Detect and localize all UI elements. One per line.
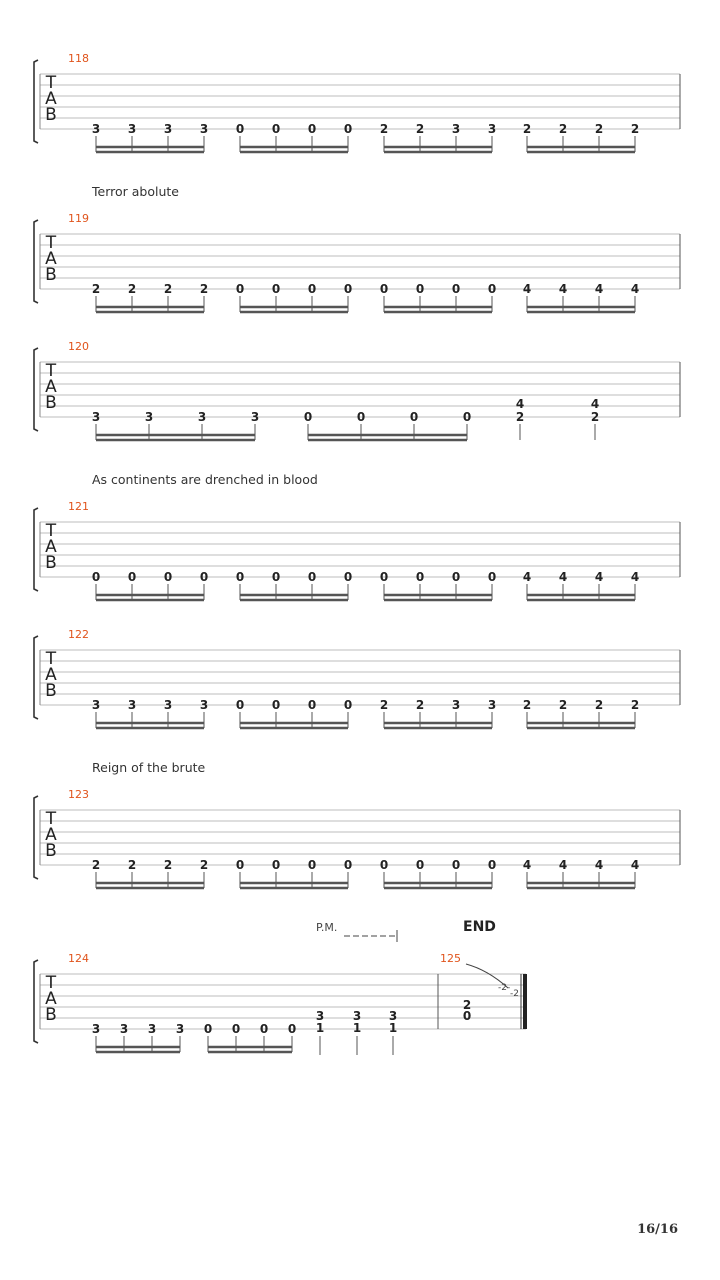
fret-number: 0 bbox=[203, 1022, 213, 1036]
fret-number: 0 bbox=[287, 1022, 297, 1036]
fret-number: 2 bbox=[163, 858, 173, 872]
fret-number: 2 bbox=[594, 122, 604, 136]
fret-number: 1 bbox=[352, 1021, 362, 1035]
fret-number: 2 bbox=[127, 282, 137, 296]
fret-number: 2 bbox=[163, 282, 173, 296]
fret-number: 0 bbox=[235, 282, 245, 296]
fret-number: 3 bbox=[451, 698, 461, 712]
fret-number: 4 bbox=[522, 570, 532, 584]
fret-number: 3 bbox=[352, 1009, 362, 1023]
fret-number: 0 bbox=[271, 858, 281, 872]
system-bracket bbox=[34, 796, 38, 879]
fret-number: 2 bbox=[415, 698, 425, 712]
fret-number: 0 bbox=[462, 410, 472, 424]
slide-fret: -2 bbox=[510, 989, 519, 999]
fret-number: 0 bbox=[343, 282, 353, 296]
fret-number: 3 bbox=[163, 122, 173, 136]
system-bracket bbox=[34, 636, 38, 719]
fret-number: 3 bbox=[119, 1022, 129, 1036]
lyric-line-1: Terror abolute bbox=[92, 184, 179, 199]
tab-clef-letter: T bbox=[45, 649, 57, 669]
fret-number: 2 bbox=[91, 858, 101, 872]
fret-number: 2 bbox=[522, 698, 532, 712]
fret-number: 2 bbox=[558, 122, 568, 136]
fret-number: 3 bbox=[315, 1009, 325, 1023]
fret-number: 3 bbox=[250, 410, 260, 424]
fret-number: 0 bbox=[163, 570, 173, 584]
end-label: END bbox=[463, 919, 496, 935]
fret-number: 0 bbox=[307, 570, 317, 584]
fret-number: 2 bbox=[415, 122, 425, 136]
fret-number: 3 bbox=[144, 410, 154, 424]
fret-number: 0 bbox=[235, 570, 245, 584]
measure-number: 118 bbox=[68, 52, 89, 65]
fret-number: 4 bbox=[558, 570, 568, 584]
fret-number: 0 bbox=[199, 570, 209, 584]
fret-number: 4 bbox=[630, 282, 640, 296]
fret-number: 2 bbox=[522, 122, 532, 136]
final-barline-thick bbox=[523, 974, 527, 1029]
system-bracket bbox=[34, 348, 38, 431]
page-number: 16/16 bbox=[637, 1222, 678, 1237]
fret-number: 0 bbox=[379, 570, 389, 584]
tab-clef-letter: B bbox=[45, 681, 57, 701]
fret-number: 3 bbox=[451, 122, 461, 136]
fret-number: 3 bbox=[147, 1022, 157, 1036]
fret-number: 4 bbox=[522, 858, 532, 872]
fret-number: 0 bbox=[307, 858, 317, 872]
fret-number: 3 bbox=[91, 122, 101, 136]
fret-number: 4 bbox=[630, 858, 640, 872]
fret-number: 4 bbox=[594, 858, 604, 872]
fret-number: 4 bbox=[594, 282, 604, 296]
fret-number: 2 bbox=[91, 282, 101, 296]
tab-clef-letter: A bbox=[45, 249, 57, 269]
tab-clef-letter: T bbox=[45, 361, 57, 381]
fret-number: 0 bbox=[409, 410, 419, 424]
fret-number: 0 bbox=[343, 698, 353, 712]
tab-clef-letter: A bbox=[45, 377, 57, 397]
tab-clef-letter: A bbox=[45, 537, 57, 557]
fret-number: 0 bbox=[235, 698, 245, 712]
fret-number: 0 bbox=[343, 122, 353, 136]
fret-number: 0 bbox=[235, 858, 245, 872]
system-bracket bbox=[34, 60, 38, 143]
fret-number: 0 bbox=[451, 858, 461, 872]
tab-clef-letter: B bbox=[45, 841, 57, 861]
fret-number: 2 bbox=[199, 858, 209, 872]
tab-clef-letter: T bbox=[45, 233, 57, 253]
fret-number: 3 bbox=[127, 698, 137, 712]
fret-number: 2 bbox=[590, 410, 600, 424]
tab-clef-letter: B bbox=[45, 553, 57, 573]
fret-number: 1 bbox=[388, 1021, 398, 1035]
fret-number: 0 bbox=[487, 858, 497, 872]
fret-number: 0 bbox=[451, 282, 461, 296]
measure-number: 119 bbox=[68, 212, 89, 225]
fret-number: 3 bbox=[197, 410, 207, 424]
fret-number: 3 bbox=[199, 122, 209, 136]
fret-number: 0 bbox=[343, 570, 353, 584]
tab-clef-letter: A bbox=[45, 89, 57, 109]
tab-clef-letter: T bbox=[45, 809, 57, 829]
fret-number: 3 bbox=[487, 122, 497, 136]
palm-mute-label: P.M. bbox=[316, 921, 338, 934]
fret-number: 0 bbox=[415, 570, 425, 584]
lyric-line-2: As continents are drenched in blood bbox=[92, 472, 318, 487]
fret-number: 0 bbox=[231, 1022, 241, 1036]
measure-number: 122 bbox=[68, 628, 89, 641]
fret-number: 0 bbox=[307, 698, 317, 712]
fret-number: 2 bbox=[558, 698, 568, 712]
fret-number: 0 bbox=[379, 282, 389, 296]
fret-number: 4 bbox=[515, 397, 525, 411]
fret-number: 0 bbox=[235, 122, 245, 136]
tab-clef-letter: T bbox=[45, 521, 57, 541]
measure-number: 125 bbox=[440, 952, 461, 965]
fret-number: 0 bbox=[415, 282, 425, 296]
fret-number: 2 bbox=[127, 858, 137, 872]
system-bracket bbox=[34, 508, 38, 591]
fret-number: 0 bbox=[271, 570, 281, 584]
tab-clef-letter: B bbox=[45, 265, 57, 285]
fret-number: 0 bbox=[259, 1022, 269, 1036]
fret-number: 1 bbox=[315, 1021, 325, 1035]
fret-number: 0 bbox=[379, 858, 389, 872]
fret-number: 0 bbox=[271, 122, 281, 136]
fret-number: 0 bbox=[307, 282, 317, 296]
fret-number: 0 bbox=[462, 1009, 472, 1023]
fret-number: 2 bbox=[379, 122, 389, 136]
fret-number: 0 bbox=[271, 282, 281, 296]
fret-number: 2 bbox=[379, 698, 389, 712]
fret-number: 3 bbox=[199, 698, 209, 712]
fret-number: 0 bbox=[127, 570, 137, 584]
fret-number: 3 bbox=[388, 1009, 398, 1023]
fret-number: 0 bbox=[487, 570, 497, 584]
fret-number: 3 bbox=[175, 1022, 185, 1036]
tab-clef-letter: A bbox=[45, 665, 57, 685]
measure-number: 120 bbox=[68, 340, 89, 353]
fret-number: 0 bbox=[356, 410, 366, 424]
fret-number: 3 bbox=[127, 122, 137, 136]
system-bracket bbox=[34, 960, 38, 1043]
measure-number: 123 bbox=[68, 788, 89, 801]
fret-number: 4 bbox=[558, 282, 568, 296]
fret-number: 2 bbox=[594, 698, 604, 712]
tab-clef-letter: B bbox=[45, 1005, 57, 1025]
fret-number: 2 bbox=[199, 282, 209, 296]
fret-number: 0 bbox=[451, 570, 461, 584]
slide-fret: -2- bbox=[498, 983, 511, 993]
fret-number: 0 bbox=[307, 122, 317, 136]
fret-number: 0 bbox=[415, 858, 425, 872]
fret-number: 0 bbox=[271, 698, 281, 712]
fret-number: 0 bbox=[91, 570, 101, 584]
fret-number: 3 bbox=[91, 698, 101, 712]
fret-number: 4 bbox=[594, 570, 604, 584]
tab-clef-letter: T bbox=[45, 73, 57, 93]
fret-number: 4 bbox=[630, 570, 640, 584]
fret-number: 0 bbox=[343, 858, 353, 872]
fret-number: 2 bbox=[462, 998, 472, 1012]
fret-number: 2 bbox=[630, 698, 640, 712]
tab-clef-letter: T bbox=[45, 973, 57, 993]
measure-number: 121 bbox=[68, 500, 89, 513]
measure-number: 124 bbox=[68, 952, 89, 965]
fret-number: 4 bbox=[590, 397, 600, 411]
fret-number: 2 bbox=[630, 122, 640, 136]
fret-number: 4 bbox=[558, 858, 568, 872]
tab-clef-letter: B bbox=[45, 393, 57, 413]
fret-number: 0 bbox=[303, 410, 313, 424]
tab-clef-letter: A bbox=[45, 825, 57, 845]
fret-number: 3 bbox=[163, 698, 173, 712]
fret-number: 3 bbox=[91, 1022, 101, 1036]
fret-number: 4 bbox=[522, 282, 532, 296]
lyric-line-3: Reign of the brute bbox=[92, 760, 206, 775]
fret-number: 0 bbox=[487, 282, 497, 296]
tab-clef-letter: B bbox=[45, 105, 57, 125]
tab-clef-letter: A bbox=[45, 989, 57, 1009]
fret-number: 3 bbox=[487, 698, 497, 712]
fret-number: 2 bbox=[515, 410, 525, 424]
system-bracket bbox=[34, 220, 38, 303]
fret-number: 3 bbox=[91, 410, 101, 424]
